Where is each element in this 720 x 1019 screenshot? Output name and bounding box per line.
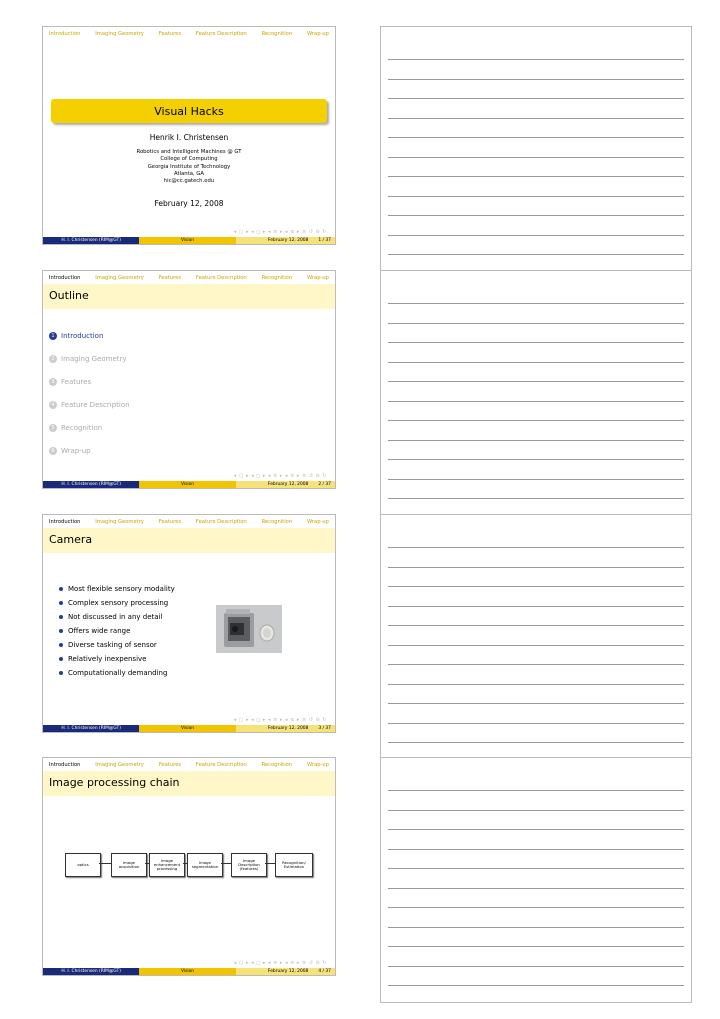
slide-2 bbox=[42, 270, 336, 489]
note-line bbox=[388, 215, 684, 216]
outline-item[interactable] bbox=[49, 332, 103, 340]
affiliation-line: Georgia Institute of Technology bbox=[147, 163, 231, 170]
bullet-icon bbox=[59, 629, 63, 633]
note-line bbox=[388, 176, 684, 177]
note-line bbox=[388, 235, 684, 236]
chain-arrow bbox=[99, 863, 111, 864]
nav-item[interactable]: Recognition bbox=[261, 274, 293, 281]
beamer-nav-controls[interactable]: ◂ ▢ ▸ ◂ ◻ ▸ ◂ ≡ ▸ ◂ ≡ ▸ ≡ ↺ ⊖ ↻ bbox=[233, 473, 327, 479]
slide-nav bbox=[43, 27, 335, 40]
note-line bbox=[388, 323, 684, 324]
bullet-text: Diverse tasking of sensor bbox=[68, 641, 157, 649]
nav-item[interactable]: Feature Description bbox=[195, 518, 247, 525]
affiliation bbox=[43, 149, 335, 185]
note-line bbox=[388, 742, 684, 743]
presentation-title: Visual Hacks bbox=[51, 99, 327, 123]
slide-nav bbox=[43, 758, 335, 771]
bullet-icon bbox=[59, 601, 63, 605]
footer-author: H. I. Christensen (RIM@GT) bbox=[43, 481, 139, 488]
footer-topic: Vision bbox=[139, 968, 235, 975]
outline-number: 3 bbox=[49, 378, 57, 386]
bullet-icon bbox=[59, 587, 63, 591]
nav-item[interactable]: Features bbox=[158, 30, 182, 37]
bullet-text: Computationally demanding bbox=[68, 669, 168, 677]
beamer-nav-controls[interactable]: ◂ ▢ ▸ ◂ ◻ ▸ ◂ ≡ ▸ ◂ ≡ ▸ ≡ ↺ ⊖ ↻ bbox=[233, 229, 327, 235]
footer-date: February 12, 2008 bbox=[267, 238, 309, 243]
outline-number: 5 bbox=[49, 424, 57, 432]
nav-item[interactable]: Features bbox=[158, 274, 182, 281]
notes-panel bbox=[380, 270, 692, 516]
bullet-text: Relatively inexpensive bbox=[68, 655, 147, 663]
bullet-text: Most flexible sensory modality bbox=[68, 585, 175, 593]
slide-title-bar bbox=[43, 528, 335, 553]
slide-footer bbox=[43, 481, 335, 488]
slide-title: Camera bbox=[49, 533, 93, 546]
nav-item[interactable]: Introduction bbox=[49, 274, 81, 281]
outline-label: Wrap-up bbox=[61, 447, 91, 455]
nav-item[interactable]: Wrap-up bbox=[306, 30, 329, 37]
nav-item[interactable]: Imaging Geometry bbox=[95, 30, 144, 37]
bullet-text: Complex sensory processing bbox=[68, 599, 169, 607]
note-line bbox=[388, 137, 684, 138]
outline-number: 2 bbox=[49, 355, 57, 363]
outline-item[interactable] bbox=[49, 424, 102, 432]
notes-panel bbox=[380, 757, 692, 1003]
outline-item[interactable] bbox=[49, 378, 91, 386]
nav-item[interactable]: Recognition bbox=[261, 30, 293, 37]
note-line bbox=[388, 303, 684, 304]
slide-title: Outline bbox=[49, 289, 89, 302]
nav-item[interactable]: Introduction bbox=[49, 30, 81, 37]
footer-topic: Vision bbox=[139, 237, 235, 244]
note-line bbox=[388, 606, 684, 607]
note-line bbox=[388, 498, 684, 499]
footer-date-page bbox=[236, 237, 335, 244]
note-line bbox=[388, 703, 684, 704]
note-line bbox=[388, 625, 684, 626]
footer-author: H. I. Christensen (RIM@GT) bbox=[43, 237, 139, 244]
chain-box-description: Image Description (features) bbox=[231, 853, 267, 877]
slide-title-bar bbox=[43, 284, 335, 309]
slide-footer bbox=[43, 725, 335, 732]
camera-photo bbox=[216, 605, 282, 653]
nav-item[interactable]: Feature Description bbox=[195, 274, 247, 281]
note-line bbox=[388, 381, 684, 382]
slide-3 bbox=[42, 514, 336, 733]
note-line bbox=[388, 420, 684, 421]
bullet-icon bbox=[59, 615, 63, 619]
slide-title: Image processing chain bbox=[49, 776, 180, 789]
footer-topic: Vision bbox=[139, 481, 235, 488]
note-line bbox=[388, 907, 684, 908]
nav-item[interactable]: Imaging Geometry bbox=[95, 518, 144, 525]
chain-box-acquisition: Image acquisition bbox=[111, 853, 147, 877]
nav-item[interactable]: Introduction bbox=[49, 761, 81, 768]
nav-item[interactable]: Imaging Geometry bbox=[95, 761, 144, 768]
bullet-item bbox=[59, 627, 130, 635]
nav-item[interactable]: Features bbox=[158, 518, 182, 525]
nav-item[interactable]: Introduction bbox=[49, 518, 81, 525]
note-line bbox=[388, 868, 684, 869]
outline-item[interactable] bbox=[49, 355, 127, 363]
footer-topic: Vision bbox=[139, 725, 235, 732]
bullet-item bbox=[59, 641, 157, 649]
page-number: 2 / 37 bbox=[318, 482, 331, 487]
note-line bbox=[388, 459, 684, 460]
page-number: 4 / 37 bbox=[318, 969, 331, 974]
note-line bbox=[388, 723, 684, 724]
chain-arrow bbox=[221, 863, 231, 864]
slide-nav bbox=[43, 271, 335, 284]
chain-box-segmentation: Image segmentation bbox=[187, 853, 223, 877]
chain-box-optics: optics bbox=[65, 853, 101, 877]
slide-footer bbox=[43, 237, 335, 244]
notes-panel bbox=[380, 26, 692, 272]
slide-4 bbox=[42, 757, 336, 976]
page-number: 1 / 37 bbox=[318, 238, 331, 243]
outline-label: Features bbox=[61, 378, 92, 386]
bullet-icon bbox=[59, 671, 63, 675]
note-line bbox=[388, 157, 684, 158]
footer-author: H. I. Christensen (RIM@GT) bbox=[43, 725, 139, 732]
outline-item[interactable] bbox=[49, 447, 91, 455]
note-line bbox=[388, 547, 684, 548]
note-line bbox=[388, 362, 684, 363]
bullet-item bbox=[59, 613, 162, 621]
beamer-nav-controls[interactable]: ◂ ▢ ▸ ◂ ◻ ▸ ◂ ≡ ▸ ◂ ≡ ▸ ≡ ↺ ⊖ ↻ bbox=[233, 960, 327, 966]
slide-1 bbox=[42, 26, 336, 245]
nav-item[interactable]: Imaging Geometry bbox=[95, 274, 144, 281]
note-line bbox=[388, 59, 684, 60]
footer-date: February 12, 2008 bbox=[267, 969, 309, 974]
camera-image bbox=[216, 605, 282, 653]
footer-author: H. I. Christensen (RIM@GT) bbox=[43, 968, 139, 975]
note-line bbox=[388, 849, 684, 850]
chain-box-enhancement: Image enhancement processing bbox=[149, 853, 185, 877]
bullet-item bbox=[59, 599, 168, 607]
bullet-icon bbox=[59, 657, 63, 661]
nav-item[interactable]: Features bbox=[158, 761, 182, 768]
note-line bbox=[388, 790, 684, 791]
footer-date-page bbox=[236, 481, 335, 488]
note-line bbox=[388, 586, 684, 587]
note-line bbox=[388, 810, 684, 811]
note-line bbox=[388, 927, 684, 928]
outline-label: Feature Description bbox=[61, 401, 130, 409]
footer-date: February 12, 2008 bbox=[267, 726, 309, 731]
bullet-item bbox=[59, 669, 167, 677]
affiliation-line: Atlanta, GA bbox=[173, 170, 205, 177]
note-line bbox=[388, 888, 684, 889]
note-line bbox=[388, 645, 684, 646]
nav-item[interactable]: Wrap-up bbox=[306, 274, 329, 281]
chain-box-recognition: Recognition/ Estimation bbox=[275, 853, 313, 877]
note-line bbox=[388, 946, 684, 947]
nav-item[interactable]: Wrap-up bbox=[306, 761, 329, 768]
footer-date: February 12, 2008 bbox=[267, 482, 309, 487]
nav-item[interactable]: Recognition bbox=[261, 518, 293, 525]
footer-date-page bbox=[236, 725, 335, 732]
note-line bbox=[388, 401, 684, 402]
note-line bbox=[388, 567, 684, 568]
outline-number: 4 bbox=[49, 401, 57, 409]
nav-item[interactable]: Recognition bbox=[261, 761, 293, 768]
note-line bbox=[388, 196, 684, 197]
note-line bbox=[388, 664, 684, 665]
slide-title-bar bbox=[43, 771, 335, 796]
slide-nav bbox=[43, 515, 335, 528]
note-line bbox=[388, 684, 684, 685]
slide-footer bbox=[43, 968, 335, 975]
beamer-nav-controls[interactable]: ◂ ▢ ▸ ◂ ◻ ▸ ◂ ≡ ▸ ◂ ≡ ▸ ≡ ↺ ⊖ ↻ bbox=[233, 717, 327, 723]
bullet-icon bbox=[59, 643, 63, 647]
nav-item[interactable]: Wrap-up bbox=[306, 518, 329, 525]
note-line bbox=[388, 118, 684, 119]
affiliation-line: College of Computing bbox=[160, 156, 218, 163]
bullet-text: Offers wide range bbox=[68, 627, 131, 635]
note-line bbox=[388, 342, 684, 343]
note-line bbox=[388, 98, 684, 99]
outline-number: 1 bbox=[49, 332, 57, 340]
affiliation-line: Robotics and Intelligent Machines @ GT bbox=[136, 149, 242, 155]
bullet-item bbox=[59, 585, 175, 593]
note-line bbox=[388, 254, 684, 255]
note-line bbox=[388, 985, 684, 986]
nav-item[interactable]: Feature Description bbox=[195, 761, 247, 768]
note-line bbox=[388, 829, 684, 830]
note-line bbox=[388, 440, 684, 441]
author-name: Henrik I. Christensen bbox=[149, 133, 229, 142]
notes-panel bbox=[380, 514, 692, 760]
note-line bbox=[388, 479, 684, 480]
nav-item[interactable]: Feature Description bbox=[195, 30, 247, 37]
presentation-date: February 12, 2008 bbox=[154, 199, 224, 208]
outline-label: Introduction bbox=[61, 332, 104, 340]
chain-arrow bbox=[265, 863, 275, 864]
bullet-item bbox=[59, 655, 146, 663]
email: hic@cc.gatech.edu bbox=[163, 178, 215, 185]
footer-date-page bbox=[236, 968, 335, 975]
note-line bbox=[388, 966, 684, 967]
outline-label: Imaging Geometry bbox=[61, 355, 127, 363]
note-line bbox=[388, 79, 684, 80]
outline-item[interactable] bbox=[49, 401, 130, 409]
page-number: 3 / 37 bbox=[318, 726, 331, 731]
bullet-text: Not discussed in any detail bbox=[68, 613, 163, 621]
outline-number: 6 bbox=[49, 447, 57, 455]
outline-label: Recognition bbox=[61, 424, 103, 432]
